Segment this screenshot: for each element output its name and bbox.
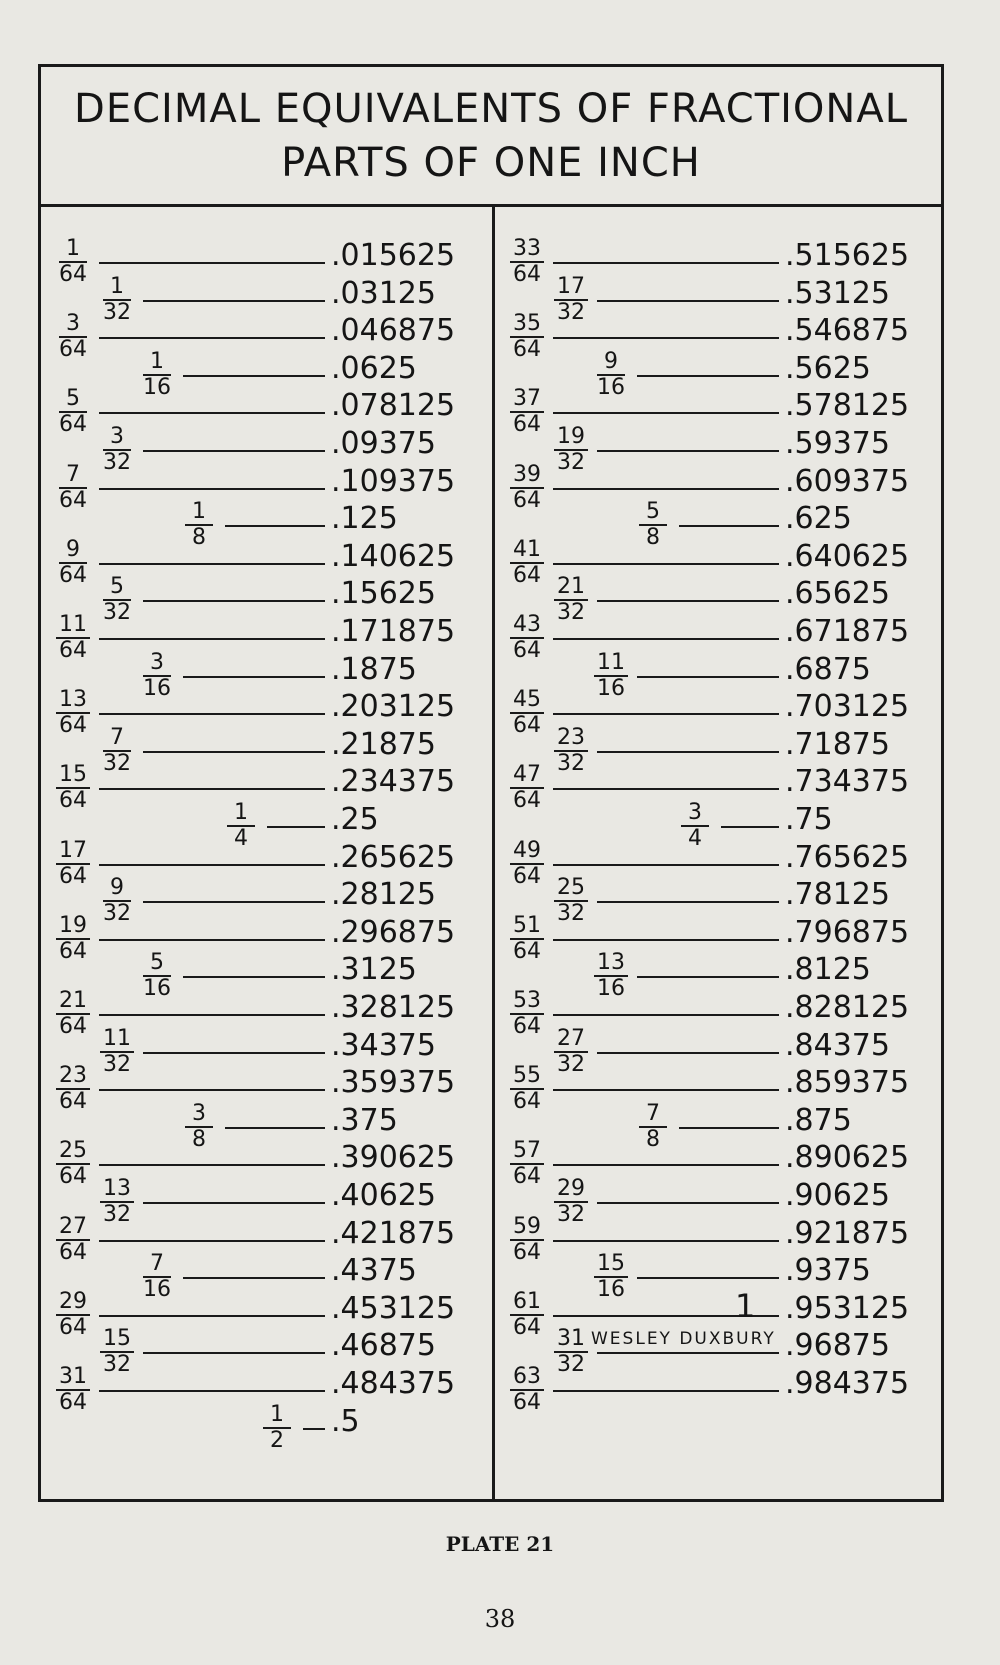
fraction-denominator: 32 xyxy=(557,1352,585,1378)
decimal-value: .921875 xyxy=(785,1215,910,1251)
decimal-value: .703125 xyxy=(785,689,910,725)
left-row xyxy=(41,311,491,363)
decimal-value: .15625 xyxy=(331,576,436,612)
leader-line xyxy=(553,1164,779,1166)
fraction-numerator: 3 xyxy=(59,312,87,338)
fraction-numerator: 9 xyxy=(597,350,625,376)
decimal-value: .984375 xyxy=(785,1366,910,1401)
left-row xyxy=(41,1364,491,1415)
decimal-value: .5 xyxy=(331,1403,360,1439)
fraction-numerator: 11 xyxy=(56,613,90,639)
decimal-value: .140625 xyxy=(331,538,456,574)
fraction-numerator: 3 xyxy=(185,1102,213,1128)
fraction-denominator: 8 xyxy=(646,525,660,551)
leader-line xyxy=(553,1390,779,1392)
leader-line xyxy=(99,337,325,339)
left-row xyxy=(41,386,491,438)
fraction-denominator: 64 xyxy=(59,863,87,889)
fraction-denominator: 32 xyxy=(103,750,131,776)
fraction-numerator: 39 xyxy=(510,463,544,489)
left-row xyxy=(41,687,491,739)
left-column xyxy=(41,207,491,1499)
leader-line xyxy=(597,1202,779,1204)
fraction-numerator: 1 xyxy=(227,801,255,827)
decimal-equivalents-plate xyxy=(38,64,944,1502)
fraction-numerator: 59 xyxy=(510,1215,544,1241)
fraction-denominator: 32 xyxy=(557,1051,585,1077)
fraction-denominator: 64 xyxy=(59,1164,87,1190)
fraction-denominator: 64 xyxy=(59,1089,87,1115)
fraction-numerator: 43 xyxy=(510,613,544,639)
fraction-numerator: 31 xyxy=(554,1327,588,1353)
leader-line xyxy=(99,1315,325,1317)
leader-line xyxy=(553,337,779,339)
decimal-value: .71875 xyxy=(785,726,890,762)
leader-line xyxy=(597,901,779,903)
decimal-value: .953125 xyxy=(785,1290,910,1326)
leader-line xyxy=(143,600,325,602)
fraction-denominator: 64 xyxy=(513,1164,541,1190)
fraction-numerator: 13 xyxy=(100,1177,134,1203)
leader-line xyxy=(553,1240,779,1242)
fraction-denominator: 64 xyxy=(513,1390,541,1415)
decimal-value: .03125 xyxy=(331,275,436,311)
fraction-numerator: 7 xyxy=(143,1252,171,1278)
fraction-numerator: 17 xyxy=(56,839,90,865)
fraction-numerator: 23 xyxy=(56,1064,90,1090)
fraction-denominator: 32 xyxy=(103,450,131,475)
decimal-value: .375 xyxy=(331,1102,398,1138)
leader-line xyxy=(553,788,779,790)
fraction-denominator: 32 xyxy=(557,299,585,325)
fraction-denominator: 32 xyxy=(103,299,131,325)
fraction-numerator: 5 xyxy=(103,575,131,601)
decimal-value: .609375 xyxy=(785,463,910,499)
fraction-denominator: 64 xyxy=(59,337,87,363)
fraction-denominator: 64 xyxy=(513,1089,541,1115)
fraction-numerator: 9 xyxy=(103,876,131,902)
leader-line xyxy=(553,638,779,640)
fraction-numerator: 1 xyxy=(185,500,213,526)
leader-line xyxy=(143,1202,325,1204)
leader-line xyxy=(143,450,325,452)
fraction-denominator: 64 xyxy=(59,1239,87,1265)
leader-line xyxy=(679,1127,779,1129)
fraction-denominator: 64 xyxy=(59,788,87,814)
fraction-denominator: 64 xyxy=(513,788,541,814)
leader-line xyxy=(99,262,325,264)
right-row xyxy=(495,1063,945,1115)
fraction-denominator: 8 xyxy=(646,1126,660,1152)
decimal-value: .015625 xyxy=(331,238,456,273)
fraction-denominator: 64 xyxy=(59,638,87,663)
decimal-value: .359375 xyxy=(331,1065,456,1101)
fraction-denominator: 32 xyxy=(557,600,585,626)
leader-line xyxy=(99,638,325,640)
fraction-denominator: 64 xyxy=(513,262,541,287)
fraction-numerator: 53 xyxy=(510,989,544,1015)
right-row xyxy=(495,762,945,814)
fraction-numerator: 49 xyxy=(510,839,544,865)
fraction-denominator: 64 xyxy=(513,638,541,663)
decimal-value: .9375 xyxy=(785,1253,871,1289)
fraction-denominator: 2 xyxy=(270,1427,284,1453)
decimal-value: .078125 xyxy=(331,388,456,424)
left-row xyxy=(41,837,491,889)
leader-line xyxy=(183,976,325,978)
fraction-numerator: 3 xyxy=(103,425,131,451)
fraction-numerator: 35 xyxy=(510,312,544,338)
fraction-denominator: 32 xyxy=(557,450,585,475)
fraction-denominator: 64 xyxy=(59,938,87,964)
fraction-denominator: 32 xyxy=(557,901,585,927)
fraction-denominator: 64 xyxy=(513,1014,541,1039)
leader-line xyxy=(553,864,779,866)
decimal-value: .875 xyxy=(785,1102,852,1138)
decimal-value: .125 xyxy=(331,501,398,537)
leader-line xyxy=(99,412,325,414)
fraction-denominator: 64 xyxy=(513,1314,541,1340)
fraction-denominator: 64 xyxy=(59,412,87,438)
fraction-numerator: 61 xyxy=(510,1290,544,1316)
fraction-denominator: 64 xyxy=(59,1314,87,1340)
fraction-denominator: 32 xyxy=(103,1051,131,1077)
fraction-numerator: 55 xyxy=(510,1064,544,1090)
fraction-denominator: 4 xyxy=(688,826,702,851)
left-row xyxy=(41,499,491,551)
leader-line xyxy=(721,826,779,828)
decimal-value: .640625 xyxy=(785,538,910,574)
decimal-value: .75 xyxy=(785,802,833,837)
fraction-numerator: 1 xyxy=(263,1403,291,1429)
fraction-denominator: 64 xyxy=(513,1239,541,1265)
fraction-denominator: 16 xyxy=(143,675,171,701)
leader-line xyxy=(553,262,779,264)
fraction-denominator: 64 xyxy=(59,487,87,513)
leader-line xyxy=(143,751,325,753)
fraction-denominator: 64 xyxy=(59,1014,87,1039)
decimal-value: .234375 xyxy=(331,764,456,800)
fraction-numerator: 47 xyxy=(510,763,544,789)
decimal-value: .421875 xyxy=(331,1215,456,1251)
leader-line xyxy=(597,1052,779,1054)
decimal-value: .28125 xyxy=(331,877,436,913)
left-row xyxy=(41,1063,491,1115)
fraction-numerator: 29 xyxy=(56,1290,90,1316)
leader-line xyxy=(99,713,325,715)
fraction xyxy=(507,1365,547,1415)
decimal-value: .34375 xyxy=(331,1027,436,1063)
fraction-denominator: 64 xyxy=(59,562,87,588)
fraction-denominator: 32 xyxy=(557,1202,585,1227)
fraction-denominator: 64 xyxy=(513,713,541,739)
leader-line xyxy=(553,412,779,414)
leader-line xyxy=(553,488,779,490)
fraction-denominator: 64 xyxy=(513,863,541,889)
leader-line xyxy=(679,525,779,527)
leader-line xyxy=(303,1428,325,1430)
decimal-value: .734375 xyxy=(785,764,910,800)
decimal-value: .4375 xyxy=(331,1253,417,1289)
leader-line xyxy=(183,1277,325,1279)
decimal-value: .84375 xyxy=(785,1027,890,1063)
decimal-value: .296875 xyxy=(331,914,456,950)
decimal-value: .78125 xyxy=(785,877,890,913)
decimal-value: .6875 xyxy=(785,651,871,687)
left-row xyxy=(41,912,491,964)
leader-line xyxy=(637,375,779,377)
decimal-value: .59375 xyxy=(785,426,890,461)
leader-line xyxy=(183,676,325,678)
decimal-value: .5625 xyxy=(785,350,871,386)
fraction xyxy=(257,1403,297,1453)
leader-line xyxy=(267,826,325,828)
fraction-numerator: 41 xyxy=(510,538,544,564)
fraction-numerator: 5 xyxy=(639,500,667,526)
fraction-numerator: 5 xyxy=(143,951,171,977)
leader-line xyxy=(99,563,325,565)
fraction-numerator: 3 xyxy=(143,651,171,677)
fraction-numerator: 1 xyxy=(103,275,131,301)
decimal-value: .90625 xyxy=(785,1178,890,1213)
fraction-denominator: 16 xyxy=(597,1277,625,1303)
fraction-numerator: 7 xyxy=(59,463,87,489)
right-row xyxy=(495,311,945,363)
one-inch-label: 1 xyxy=(735,1287,756,1325)
leader-line xyxy=(99,1164,325,1166)
right-row xyxy=(495,1364,945,1415)
decimal-value: .65625 xyxy=(785,576,890,612)
decimal-value: .09375 xyxy=(331,426,436,461)
fraction-numerator: 29 xyxy=(554,1177,588,1203)
fraction-numerator: 7 xyxy=(639,1102,667,1128)
decimal-value: .3125 xyxy=(331,952,417,988)
leader-line xyxy=(637,976,779,978)
fraction-numerator: 17 xyxy=(554,275,588,301)
title-box xyxy=(41,67,941,207)
left-row xyxy=(41,424,491,475)
fraction-numerator: 15 xyxy=(100,1327,134,1353)
fraction-numerator: 25 xyxy=(554,876,588,902)
fraction-numerator: 19 xyxy=(56,914,90,940)
fraction-numerator: 45 xyxy=(510,688,544,714)
fraction-numerator: 23 xyxy=(554,726,588,752)
fraction-denominator: 64 xyxy=(59,1390,87,1415)
decimal-value: .8125 xyxy=(785,952,871,988)
decimal-value: .765625 xyxy=(785,839,910,875)
decimal-value: .671875 xyxy=(785,614,910,649)
left-row xyxy=(41,348,491,400)
left-row xyxy=(41,236,491,287)
leader-line xyxy=(143,1052,325,1054)
fraction-numerator: 11 xyxy=(594,651,628,677)
leader-line xyxy=(553,939,779,941)
leader-line xyxy=(637,1277,779,1279)
leader-line xyxy=(183,375,325,377)
leader-line xyxy=(99,1014,325,1016)
fraction-numerator: 13 xyxy=(56,688,90,714)
leader-line xyxy=(597,300,779,302)
decimal-value: .546875 xyxy=(785,313,910,349)
fraction-denominator: 64 xyxy=(513,487,541,513)
decimal-value: .890625 xyxy=(785,1140,910,1176)
leader-line xyxy=(553,563,779,565)
decimal-value: .265625 xyxy=(331,839,456,875)
decimal-value: .328125 xyxy=(331,990,456,1025)
left-row xyxy=(41,762,491,814)
leader-line xyxy=(143,1352,325,1354)
decimal-value: .453125 xyxy=(331,1290,456,1326)
leader-line xyxy=(597,1352,779,1354)
leader-line xyxy=(553,1089,779,1091)
fraction-denominator: 32 xyxy=(103,1352,131,1378)
fraction-numerator: 11 xyxy=(100,1027,134,1053)
fraction-numerator: 19 xyxy=(554,425,588,451)
leader-line xyxy=(99,1240,325,1242)
leader-line xyxy=(99,939,325,941)
fraction-denominator: 16 xyxy=(143,1277,171,1303)
fraction-numerator: 21 xyxy=(56,989,90,1015)
leader-line xyxy=(99,788,325,790)
fraction-numerator: 5 xyxy=(59,387,87,413)
decimal-value: .578125 xyxy=(785,388,910,424)
leader-line xyxy=(99,1089,325,1091)
decimal-value: .203125 xyxy=(331,689,456,725)
decimal-value: .484375 xyxy=(331,1366,456,1401)
title-line-1: DECIMAL EQUIVALENTS OF FRACTIONAL xyxy=(74,85,908,132)
fraction-numerator: 1 xyxy=(143,350,171,376)
right-row xyxy=(495,837,945,889)
fraction-numerator: 51 xyxy=(510,914,544,940)
leader-line xyxy=(143,300,325,302)
fraction-numerator: 37 xyxy=(510,387,544,413)
fraction-denominator: 16 xyxy=(597,675,625,701)
fraction-numerator: 15 xyxy=(56,763,90,789)
fraction-numerator: 13 xyxy=(594,951,628,977)
plate-caption: PLATE 21 xyxy=(445,1532,555,1556)
fraction-numerator: 3 xyxy=(681,801,709,827)
fraction-denominator: 64 xyxy=(513,938,541,964)
decimal-value: .828125 xyxy=(785,990,910,1025)
left-row xyxy=(41,536,491,588)
decimal-value: .796875 xyxy=(785,914,910,950)
decimal-value: .25 xyxy=(331,802,379,837)
leader-line xyxy=(597,450,779,452)
decimal-value: .96875 xyxy=(785,1328,890,1364)
fraction-denominator: 16 xyxy=(597,976,625,1002)
fraction-numerator: 27 xyxy=(56,1215,90,1241)
fraction-denominator: 32 xyxy=(103,901,131,927)
leader-line xyxy=(637,676,779,678)
right-column xyxy=(495,207,945,1499)
fraction-numerator: 27 xyxy=(554,1027,588,1053)
fraction-numerator: 57 xyxy=(510,1139,544,1165)
fraction-numerator: 7 xyxy=(103,726,131,752)
fraction-denominator: 16 xyxy=(597,374,625,400)
decimal-value: .53125 xyxy=(785,275,890,311)
page-number: 38 xyxy=(484,1605,516,1633)
fraction-denominator: 4 xyxy=(234,826,248,851)
decimal-value: .109375 xyxy=(331,463,456,499)
decimal-value: .21875 xyxy=(331,726,436,762)
decimal-value: .40625 xyxy=(331,1178,436,1213)
leader-line xyxy=(553,713,779,715)
decimal-value: .625 xyxy=(785,501,852,537)
fraction-numerator: 31 xyxy=(56,1365,90,1391)
fraction-denominator: 32 xyxy=(557,750,585,776)
fraction-denominator: 64 xyxy=(513,562,541,588)
fraction-denominator: 8 xyxy=(192,525,206,551)
leader-line xyxy=(225,525,325,527)
fraction-denominator: 32 xyxy=(103,600,131,626)
leader-line xyxy=(597,600,779,602)
fraction-numerator: 33 xyxy=(510,237,544,263)
decimal-value: .1875 xyxy=(331,651,417,687)
fraction-denominator: 16 xyxy=(143,976,171,1002)
decimal-value: .859375 xyxy=(785,1065,910,1101)
leader-line xyxy=(225,1127,325,1129)
title-line-2: PARTS OF ONE INCH xyxy=(281,139,701,186)
fraction-denominator: 16 xyxy=(143,374,171,400)
leader-line xyxy=(99,488,325,490)
fraction-numerator: 15 xyxy=(594,1252,628,1278)
draftsman-credit: WESLEY DUXBURY xyxy=(591,1329,776,1349)
decimal-value: .046875 xyxy=(331,313,456,349)
fraction-numerator: 63 xyxy=(510,1365,544,1391)
decimal-value: .46875 xyxy=(331,1328,436,1364)
fraction-numerator: 9 xyxy=(59,538,87,564)
fraction-numerator: 25 xyxy=(56,1139,90,1165)
left-row xyxy=(41,612,491,663)
fraction-numerator: 21 xyxy=(554,575,588,601)
leader-line xyxy=(99,1390,325,1392)
fraction-denominator: 64 xyxy=(59,262,87,287)
leader-line xyxy=(597,751,779,753)
leader-line xyxy=(143,901,325,903)
decimal-value: .0625 xyxy=(331,350,417,386)
fraction-numerator: 1 xyxy=(59,237,87,263)
leader-line xyxy=(99,864,325,866)
fraction-denominator: 32 xyxy=(103,1202,131,1227)
leader-line xyxy=(553,1014,779,1016)
decimal-value: .390625 xyxy=(331,1140,456,1176)
fraction-denominator: 64 xyxy=(513,412,541,438)
decimal-value: .515625 xyxy=(785,238,910,273)
fraction-denominator: 64 xyxy=(59,713,87,739)
decimal-value: .171875 xyxy=(331,614,456,649)
fraction-denominator: 8 xyxy=(192,1126,206,1152)
fraction-denominator: 64 xyxy=(513,337,541,363)
